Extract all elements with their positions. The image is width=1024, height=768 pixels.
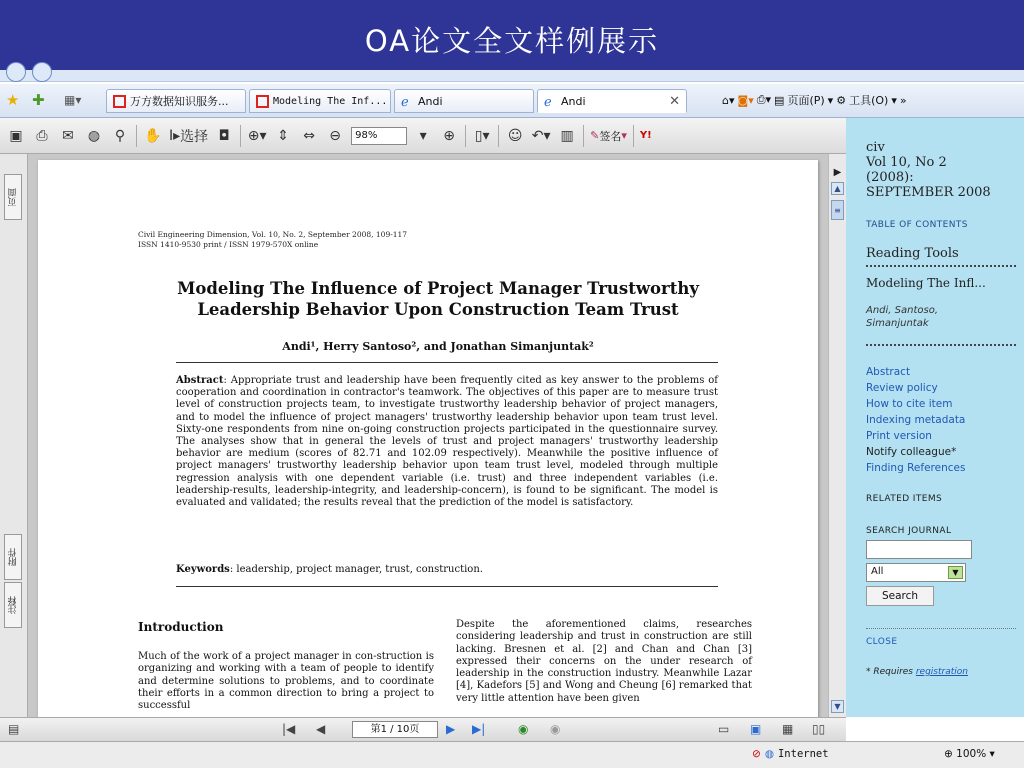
journal-sidebar xyxy=(846,118,1024,717)
save-icon[interactable]: ▣ xyxy=(9,127,23,144)
browser-command-bar: ⌂▾ ◙▾ ⎙▾ ▤ 页面(P) ▾ ⚙ 工具(O) ▾ » xyxy=(722,93,907,107)
blocked-popup-icon: ⊘ xyxy=(752,748,761,760)
undo-icon[interactable]: ↶▾ xyxy=(531,127,551,144)
journal-month: SEPTEMBER 2008 xyxy=(866,185,991,200)
journal-year: (2008): xyxy=(866,170,914,185)
attachments-panel-tab[interactable]: 附件 xyxy=(4,534,22,580)
paper-title xyxy=(118,278,758,320)
previous-view-icon[interactable]: ◉ xyxy=(518,722,529,736)
wanfang-tab-icon xyxy=(113,95,126,108)
zone-label: Internet xyxy=(777,748,829,760)
pages-panel-tab[interactable]: 页面 xyxy=(4,174,22,220)
page-menu[interactable]: 页面(P) xyxy=(787,94,825,107)
finding-references-link[interactable]: Finding References xyxy=(866,462,966,474)
pdf-tab-icon xyxy=(256,95,269,108)
search-scope-value: All xyxy=(871,566,884,577)
facing-pages-icon[interactable]: ▦ xyxy=(782,722,794,736)
zoom-out-icon[interactable]: ⊖ xyxy=(329,127,342,144)
related-items-label[interactable]: RELATED ITEMS xyxy=(866,494,943,504)
sign-tool[interactable]: ✎ 签名 ▾ xyxy=(590,129,627,143)
toolbar-separator xyxy=(633,125,634,147)
tab-label: 万方数据知识服务... xyxy=(130,95,229,108)
zoom-plus-icon[interactable]: ⊕ xyxy=(443,127,456,144)
previous-page-icon[interactable]: ◀ xyxy=(316,722,326,736)
journal-issue xyxy=(866,140,1016,200)
globe-icon: ◍ xyxy=(764,748,774,760)
panel-toggle-icon[interactable]: ▤ xyxy=(8,722,20,736)
add-favorite-icon[interactable]: ✚ xyxy=(32,91,45,109)
tools-menu[interactable]: 工具(O) xyxy=(849,94,889,107)
toolbar-separator xyxy=(583,125,584,147)
note-prefix: * Requires xyxy=(866,667,916,677)
fit-page-icon[interactable]: ⇕ xyxy=(277,127,290,144)
zoom-in-icon[interactable]: ⊕▾ xyxy=(247,127,267,144)
authors-line: Andi, Santoso, xyxy=(866,305,939,316)
journal-issn: ISSN 1410-9530 print / ISSN 1979-570X online xyxy=(138,240,319,249)
keywords-text: : leadership, project manager, trust, construction. xyxy=(229,564,483,575)
select-tool[interactable]: I▸ 选择 xyxy=(169,127,209,145)
chevron-down-icon: ▾ xyxy=(989,748,995,760)
search-journal-label: SEARCH JOURNAL xyxy=(866,526,952,536)
chevron-down-icon[interactable]: ▼ xyxy=(948,566,963,579)
notify-colleague-text: Notify colleague* xyxy=(866,446,957,458)
journal-abbrev: civ xyxy=(866,140,885,155)
rule xyxy=(176,362,718,363)
rule xyxy=(176,586,718,587)
search-scope-select[interactable] xyxy=(866,563,966,582)
cite-item-link[interactable]: How to cite item xyxy=(866,398,953,410)
select-tool-label: 选择 xyxy=(180,128,209,145)
print-version-link[interactable]: Print version xyxy=(866,430,932,442)
page-menu-icon: ▤ xyxy=(774,93,785,107)
yahoo-icon[interactable]: Y! xyxy=(639,130,652,141)
close-tab-icon[interactable]: ✕ xyxy=(669,93,680,109)
ie-page-icon: ℯ xyxy=(544,94,552,110)
forward-button[interactable] xyxy=(32,62,52,82)
zoom-value: 100% xyxy=(956,748,987,760)
article-authors xyxy=(866,304,1016,330)
tab-modeling[interactable] xyxy=(249,89,391,113)
comment-icon[interactable]: ☺ xyxy=(507,127,523,144)
vertical-scrollbar[interactable] xyxy=(828,154,846,717)
search-button[interactable]: Search xyxy=(866,586,934,606)
paper-title-line: Modeling The Influence of Project Manager Trustworthy xyxy=(177,279,699,298)
quick-tabs-icon[interactable]: ▦▾ xyxy=(64,93,82,107)
zoom-level-field[interactable]: 98% xyxy=(351,127,407,145)
tab-andi-1[interactable] xyxy=(394,89,534,113)
home-icon[interactable]: ⌂▾ xyxy=(722,93,735,107)
snapshot-icon[interactable]: ◘ xyxy=(218,127,230,144)
panel-expand-arrow[interactable]: ▶ xyxy=(833,167,842,178)
zoom-icon: ⊕ xyxy=(944,748,953,760)
toolbar-separator xyxy=(240,125,241,147)
continuous-page-icon[interactable]: ▣ xyxy=(750,722,762,736)
close-link[interactable]: CLOSE xyxy=(866,628,1016,647)
print-icon[interactable]: ⎙▾ xyxy=(756,93,772,106)
ie-page-icon: ℯ xyxy=(401,94,409,110)
toolbar-separator xyxy=(136,125,137,147)
abstract-label: Abstract xyxy=(176,375,224,386)
pdf-document-view[interactable] xyxy=(28,154,828,717)
indexing-metadata-link[interactable]: Indexing metadata xyxy=(866,414,966,426)
pdf-page-navigation xyxy=(0,717,846,741)
journal-citation: Civil Engineering Dimension, Vol. 10, No. 2, September 2008, 109-117 xyxy=(138,230,408,239)
scroll-up-button[interactable]: ▲ xyxy=(831,182,844,195)
keywords-label: Keywords xyxy=(176,564,230,575)
find-binoculars-icon[interactable]: ⚲ xyxy=(114,127,126,144)
search-input[interactable] xyxy=(866,540,972,559)
browser-status-bar xyxy=(0,741,1024,768)
intro-left-column: Much of the work of a project manager in con-struction is organizing and working with a team of people to identify and determine solutions to problems, and to coordinate their efforts in a common direction to bring a project to successful xyxy=(138,651,434,712)
tools-gear-icon: ⚙ xyxy=(836,93,847,107)
scroll-thumb[interactable]: ≡ xyxy=(831,200,844,220)
authors-line: Simanjuntak xyxy=(866,318,929,329)
fit-width-icon[interactable]: ⇔ xyxy=(303,127,316,144)
hand-tool-icon[interactable]: ✋ xyxy=(144,127,162,144)
first-page-icon[interactable]: |◀ xyxy=(282,722,296,736)
registration-link[interactable]: registration xyxy=(915,667,968,677)
tab-label: Modeling The Inf... xyxy=(273,95,388,107)
email-icon[interactable]: ✉ xyxy=(62,127,74,144)
slide-title: OA论文全文样例展示 xyxy=(364,23,660,58)
single-page-icon[interactable]: ▭ xyxy=(718,722,730,736)
keywords xyxy=(176,564,718,575)
print-icon[interactable]: ⎙ xyxy=(36,127,48,144)
tab-label: Andi xyxy=(418,94,443,108)
pdf-navigation-rail xyxy=(0,154,28,717)
back-button[interactable] xyxy=(6,62,26,82)
section-heading: Introduction xyxy=(138,620,224,634)
registration-note xyxy=(866,667,1016,677)
tab-andi-active[interactable] xyxy=(537,89,687,113)
page-number-field[interactable]: 第1 / 10页 xyxy=(352,721,438,738)
comments-panel-tab[interactable]: 注释 xyxy=(4,582,22,628)
next-view-icon[interactable]: ◉ xyxy=(550,722,561,736)
tab-label: Andi xyxy=(561,94,586,108)
pdf-page xyxy=(38,160,818,717)
tab-wanfang[interactable] xyxy=(106,89,246,113)
reading-tools-links xyxy=(866,364,1016,476)
table-of-contents-link[interactable]: TABLE OF CONTENTS xyxy=(866,220,968,230)
abstract-text: : Appropriate trust and leadership have been frequently cited as key answer to the problems of cooperation and coordination in contractor's teamwork. The objectives of this paper are to measure trust level of construction projects team, to investigate trustworthy leadership behavior of project managers, and to model the influence of project managers' trustworthy leadership behavior upon team trust level. Sixty-one respondents from nine on-going construction projects participated in the questionnaire survey. The analyses show that in general the levels of trust and project managers' trustworthy leadership behavior are medium (scores of 82.71 and 102.09 respectively). Meanwhile the positive influence of project managers' trustworthy leadership behavior upon team trust level, modeled through multiple regression analysis with one dependent variable (i.e. trust) and three independent variables (i.e. leadership-results, leadership-integrity, and leadership-concern), is found to be significant. The model is evaluated and validated; the results reveal that the prediction of the model is satisfactory. xyxy=(176,375,718,509)
scroll-down-button[interactable]: ▼ xyxy=(831,700,844,713)
sign-label: 签名 xyxy=(599,129,622,143)
zoom-dropdown-icon[interactable]: ▾ xyxy=(419,127,427,144)
paper-title-line: Leadership Behavior Upon Construction Team Trust xyxy=(197,300,679,319)
feeds-icon[interactable]: ◙▾ xyxy=(737,93,754,107)
favorites-star-icon[interactable]: ★ xyxy=(6,91,20,109)
intro-right-column: Despite the aforementioned claims, researches considering leadership and trust in construction are still lacking. Bresnen et al. [2] and Chan and Chan [3] expressed their concerns on the under research of leadership in the construction industry. Meanwhile Lazar [4], Kadefors [5] and Wong and Cheung [6] remarked that very little attention have been given xyxy=(456,619,752,704)
abstract xyxy=(176,375,718,509)
continuous-facing-icon[interactable]: ▯▯ xyxy=(812,722,826,736)
dotted-divider xyxy=(866,344,1016,346)
review-policy-link[interactable]: Review policy xyxy=(866,382,938,394)
last-page-icon[interactable]: ▶| xyxy=(472,722,486,736)
article-title-short: Modeling The Infl... xyxy=(866,276,986,290)
journal-meta xyxy=(138,230,407,250)
reading-tools-heading: Reading Tools xyxy=(866,246,1016,267)
slide-title-banner xyxy=(0,0,1024,78)
pdf-toolbar xyxy=(0,118,846,154)
toolbar-separator xyxy=(465,125,466,147)
collaborate-icon[interactable]: ◍ xyxy=(87,127,101,144)
browser-tab-bar xyxy=(0,84,1024,118)
address-bar-strip xyxy=(0,70,1024,82)
journal-volume: Vol 10, No 2 xyxy=(866,155,947,170)
security-zone xyxy=(752,748,829,760)
more-chevron[interactable]: » xyxy=(899,93,907,107)
abstract-link[interactable]: Abstract xyxy=(866,366,911,378)
page-layout-icon[interactable]: ▯▾ xyxy=(474,127,490,144)
stamp-icon[interactable]: ▥ xyxy=(560,127,574,144)
toolbar-separator xyxy=(498,125,499,147)
status-zoom[interactable] xyxy=(944,748,995,760)
next-page-icon[interactable]: ▶ xyxy=(446,722,456,736)
paper-authors: Andi¹, Herry Santoso², and Jonathan Simanjuntak² xyxy=(282,340,594,353)
